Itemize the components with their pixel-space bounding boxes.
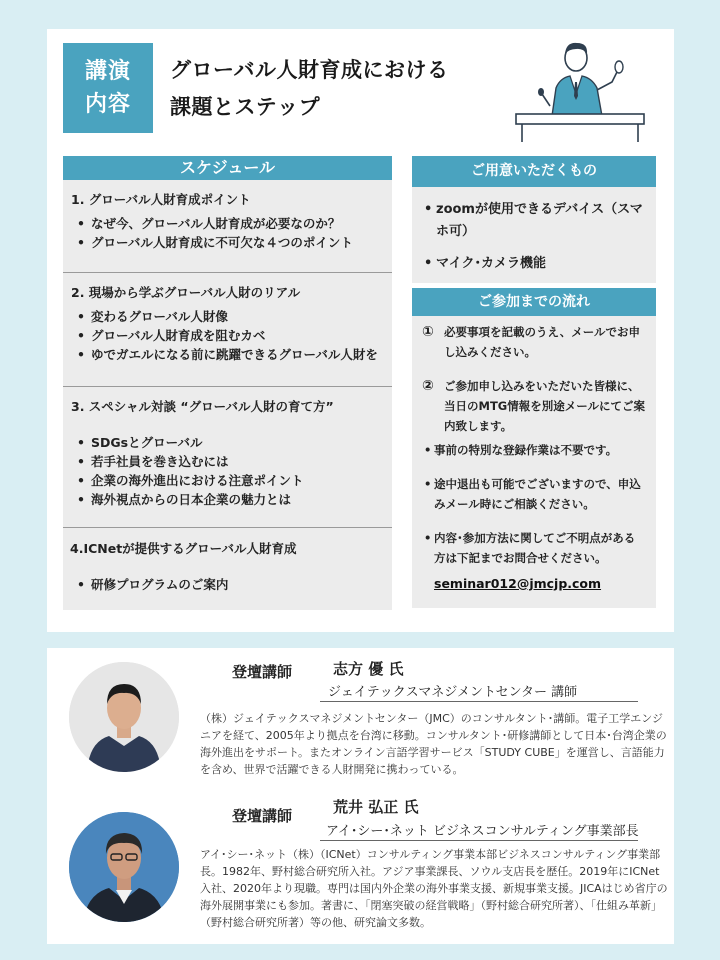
schedule-section-list <box>77 307 378 364</box>
schedule-header: スケジュール <box>63 156 392 180</box>
lecturer-org: アイ･シー･ネット ビジネスコンサルティング事業部長 <box>326 824 639 839</box>
schedule-section-title: 1. グローバル人財育成ポイント <box>71 192 251 207</box>
step-text: 必要事項を記載のうえ、メールでお申し込みください。 <box>444 325 640 359</box>
schedule-section-list <box>77 433 304 509</box>
schedule-section-1 <box>63 180 392 272</box>
lecturer-bio: アイ･シー･ネット（株）（ICNet）コンサルティング事業本部ビジネスコンサルティング事業部長。1982年、野村総合研究所入社。アジア事業課長、ソウル支店長を歴任。2019年にICNet入社、2020年より現職。専門は国内外企業の海外事業支援、新規事業支援。JICAはじめ省庁の海外展開事業にも参加。著書に、「閉塞突破の経営戦略」（野村総合研究所著）、「仕組み革新」（野村総合研究所著）等の他、研究論文多数。 <box>200 848 668 929</box>
note-text: 事前の特別な登録作業は不要です。 <box>434 443 618 457</box>
step-number: ② <box>422 378 434 394</box>
lecturer-org: ジェイテックスマネジメントセンター 講師 <box>328 685 578 700</box>
schedule-section-4 <box>63 528 392 610</box>
lecturer-label: 登壇講師 <box>232 807 293 825</box>
list-item: • マイク･カメラ機能 <box>424 253 649 275</box>
badge-line-1: 講演 <box>84 59 131 84</box>
schedule-section-title: 4.ICNetが提供するグローバル人財育成 <box>70 541 297 556</box>
title-line-2: 課題とステップ <box>170 95 321 119</box>
flow-note-3: • 内容･参加方法に関してご不明点がある方は下記までお問合せください。 <box>424 528 646 568</box>
list-item: • SDGsとグローバル <box>77 433 304 452</box>
flow-note-2: • 途中退出も可能でございますので、申込みメール時にご相談ください。 <box>424 474 646 514</box>
note-text: 内容･参加方法に関してご不明点がある方は下記までお問合せください。 <box>434 531 636 565</box>
schedule-section-2 <box>63 273 392 385</box>
lecturer-1-photo <box>69 662 179 772</box>
divider <box>320 701 638 702</box>
step-text: ご参加申し込みをいただいた皆様に、当日のMTG情報を別途メールにてご案内致します。 <box>444 379 645 433</box>
flow-box <box>412 316 656 608</box>
schedule-section-title: 2. 現場から学ぶグローバル人財のリアル <box>71 285 301 300</box>
contact-email-link[interactable]: seminar012@jmcjp.com <box>434 576 602 591</box>
presenter-at-podium-illustration <box>514 36 646 144</box>
list-item: • 海外視点からの日本企業の魅力とは <box>77 490 304 509</box>
divider <box>320 840 638 841</box>
schedule-box <box>63 180 392 610</box>
list-item: • 研修プログラムのご案内 <box>77 575 228 594</box>
flow-step-2 <box>422 376 646 436</box>
preparation-box <box>412 187 656 283</box>
list-item: • 企業の海外進出における注意ポイント <box>77 471 304 490</box>
preparation-list <box>424 199 649 285</box>
title-line-1: グローバル人財育成における <box>170 58 449 82</box>
list-item: • グローバル人財育成を阻むカベ <box>77 326 378 345</box>
preparation-header: ご用意いただくもの <box>412 156 656 187</box>
badge-line-2: 内容 <box>84 92 131 117</box>
list-item: • グローバル人財育成に不可欠な４つのポイント <box>77 233 353 252</box>
note-text: 途中退出も可能でございますので、申込みメール時にご相談ください。 <box>434 477 641 511</box>
flow-step-1 <box>422 322 646 362</box>
lecturer-name: 荒井 弘正 氏 <box>333 798 419 816</box>
step-number: ① <box>422 324 434 340</box>
schedule-section-3 <box>63 387 392 527</box>
schedule-section-title: 3. スペシャル対談 “グローバル人財の育て方” <box>71 399 334 414</box>
list-item: • 若手社員を巻き込むには <box>77 452 304 471</box>
flow-note-1: • 事前の特別な登録作業は不要です。 <box>424 440 646 460</box>
list-item: • 変わるグローバル人財像 <box>77 307 378 326</box>
lecturer-2-photo <box>69 812 179 922</box>
list-item: • ゆでガエルになる前に跳躍できるグローバル人財を <box>77 345 378 364</box>
page-title <box>170 52 448 126</box>
list-item: • なぜ今、グローバル人財育成が必要なのか？ <box>77 214 353 233</box>
schedule-section-list <box>77 214 353 252</box>
schedule-section-list <box>77 575 228 594</box>
lecturer-bio: （株）ジェイテックスマネジメントセンター（JMC）のコンサルタント･講師。電子工学エンジニアを経て、2005年より拠点を台湾に移動。コンサルタント･研修講師として日本･台湾企業の海外進出をサポート。またオンライン言語学習サービス「STUDY CUBE」を運営し、言語能力を含め、世界で活躍できる人財開発に携わっている。 <box>200 712 667 776</box>
flow-header: ご参加までの流れ <box>412 288 656 316</box>
lecture-content-badge <box>63 43 153 133</box>
lecturer-name: 志方 優 氏 <box>333 660 404 678</box>
lecturer-label: 登壇講師 <box>232 663 293 681</box>
list-item: • zoomが使用できるデバイス（スマホ可） <box>424 199 649 243</box>
